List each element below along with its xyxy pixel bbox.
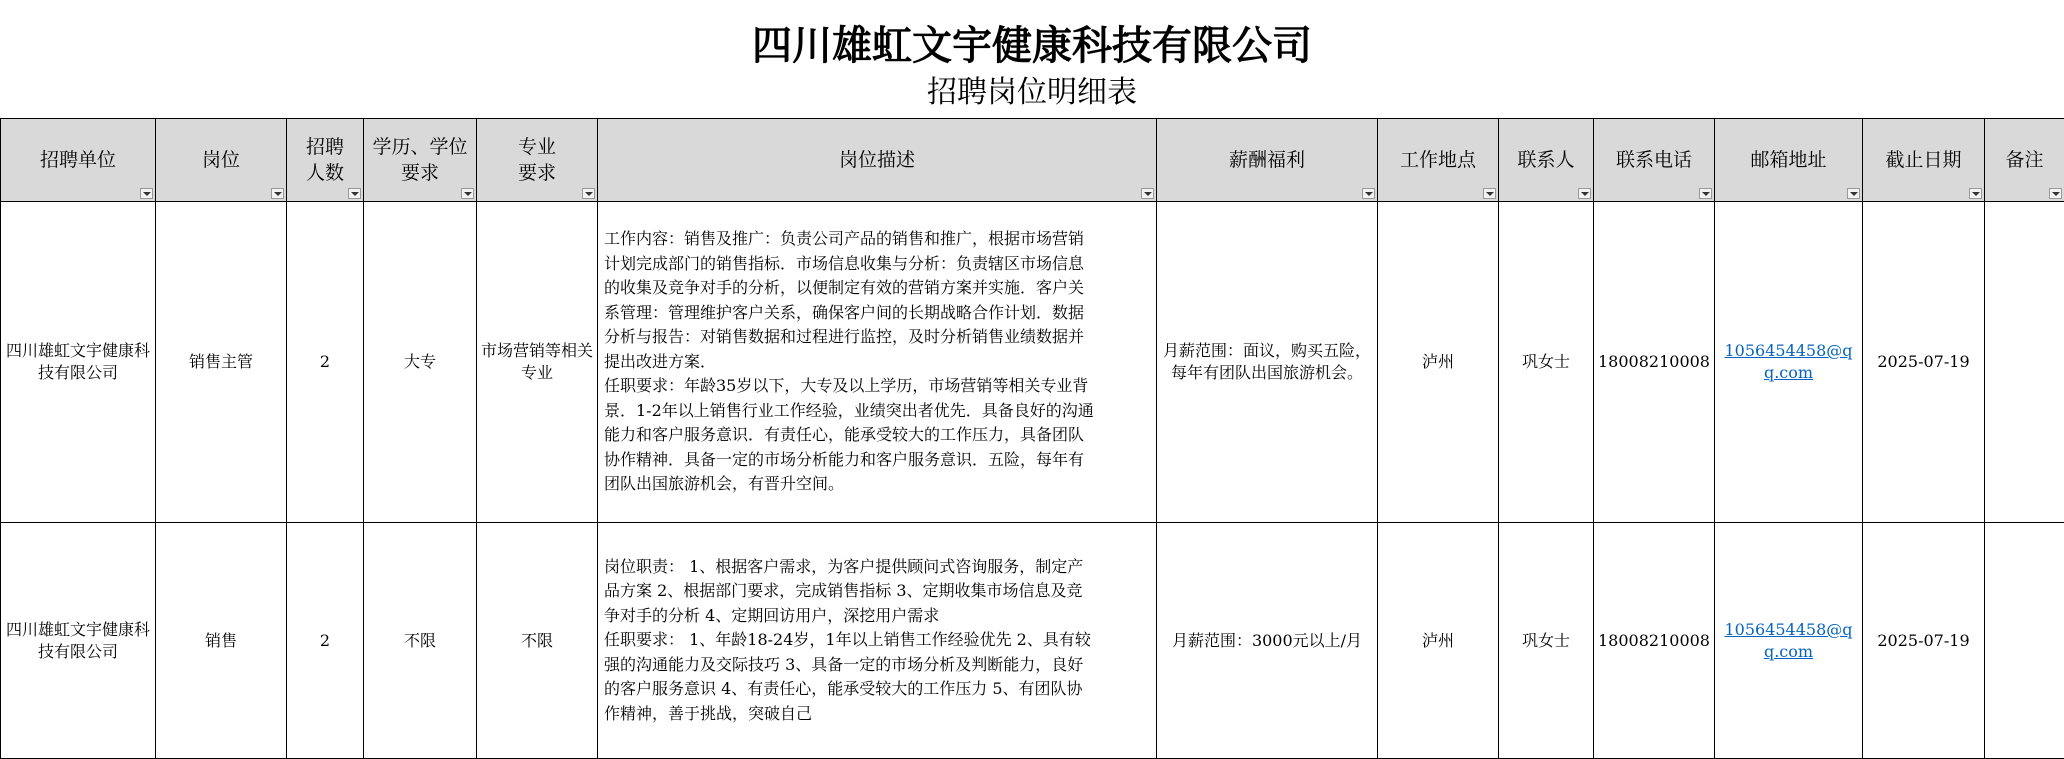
cell-education[interactable]: 大专 xyxy=(364,202,477,523)
sheet-title: 四川雄虹文宇健康科技有限公司 xyxy=(0,20,2064,72)
email-link[interactable]: 1056454458@qq.com xyxy=(1719,619,1859,663)
filter-dropdown-icon[interactable] xyxy=(1847,188,1860,199)
filter-dropdown-icon[interactable] xyxy=(461,188,474,199)
filter-dropdown-icon[interactable] xyxy=(1362,188,1375,199)
cell-position[interactable]: 销售 xyxy=(156,523,287,759)
filter-dropdown-icon[interactable] xyxy=(1969,188,1982,199)
cell-unit[interactable]: 四川雄虹文宇健康科技有限公司 xyxy=(1,523,156,759)
header-education[interactable] xyxy=(364,119,477,202)
cell-description[interactable]: 岗位职责： 1、根据客户需求，为客户提供顾问式咨询服务，制定产 品方案 2、根据部门要求，完成销售指标 3、定期收集市场信息及竞 争对手的分析 4、定期回访用户，深挖用户需求 任职要求： 1、年龄18-24岁，1年以上销售工作经验优先 2、具有较 强的沟通能力及交际技巧 3、具备一定的市场分析及判断能力，良好 的客户服务意识 4、有责任心，能承受较大的工作压力 5、有团队协 作精神，善于挑战，突破自己 xyxy=(598,523,1157,759)
filter-dropdown-icon[interactable] xyxy=(348,188,361,199)
header-label: 专业 要求 xyxy=(514,134,560,186)
cell-location[interactable]: 泸州 xyxy=(1378,523,1499,759)
header-label: 招聘单位 xyxy=(36,147,120,173)
cell-description[interactable]: 工作内容：销售及推广：负责公司产品的销售和推广，根据市场营销 计划完成部门的销售指标．市场信息收集与分析：负责辖区市场信息 的收集及竞争对手的分析，以便制定有效的营销方案并实施．客户关 系管理：管理维护客户关系，确保客户间的长期战略合作计划．数据 分析与报告：对销售数据和过程进行监控，及时分析销售业绩数据并 提出改进方案． 任职要求：年龄35岁以下，大专及以上学历，市场营销等相关专业背 景．1-2年以上销售行业工作经验，业绩突出者优先．具备良好的沟通 能力和客户服务意识．有责任心，能承受较大的工作压力，具备团队 协作精神．具备一定的市场分析能力和客户服务意识．五险，每年有 团队出国旅游机会，有晋升空间。 xyxy=(598,202,1157,523)
header-unit[interactable] xyxy=(1,119,156,202)
header-label: 备注 xyxy=(2001,147,2047,173)
cell-major[interactable]: 市场营销等相关专业 xyxy=(477,202,598,523)
filter-dropdown-icon[interactable] xyxy=(1699,188,1712,199)
header-note[interactable] xyxy=(1985,119,2064,202)
header-label: 工作地点 xyxy=(1396,147,1480,173)
cell-contact[interactable]: 巩女士 xyxy=(1499,202,1594,523)
filter-dropdown-icon[interactable] xyxy=(582,188,595,199)
header-deadline[interactable] xyxy=(1863,119,1985,202)
header-contact[interactable] xyxy=(1499,119,1594,202)
header-label: 岗位描述 xyxy=(835,147,919,173)
filter-dropdown-icon[interactable] xyxy=(1141,188,1154,199)
table-row xyxy=(1,523,2064,759)
cell-note[interactable] xyxy=(1985,202,2064,523)
filter-dropdown-icon[interactable] xyxy=(1578,188,1591,199)
header-label: 学历、学位 要求 xyxy=(368,134,471,186)
header-label: 联系人 xyxy=(1513,147,1578,173)
filter-dropdown-icon[interactable] xyxy=(140,188,153,199)
header-label: 招聘 人数 xyxy=(302,134,348,186)
header-label: 截止日期 xyxy=(1881,147,1965,173)
cell-email[interactable] xyxy=(1715,202,1863,523)
cell-major[interactable]: 不限 xyxy=(477,523,598,759)
header-count[interactable] xyxy=(287,119,364,202)
recruitment-table xyxy=(0,118,2064,759)
header-location[interactable] xyxy=(1378,119,1499,202)
header-salary[interactable] xyxy=(1157,119,1378,202)
header-major[interactable] xyxy=(477,119,598,202)
cell-count[interactable]: 2 xyxy=(287,202,364,523)
table-row xyxy=(1,202,2064,523)
header-label: 岗位 xyxy=(198,147,244,173)
cell-deadline[interactable]: 2025-07-19 xyxy=(1863,202,1985,523)
header-description[interactable] xyxy=(598,119,1157,202)
cell-deadline[interactable]: 2025-07-19 xyxy=(1863,523,1985,759)
header-label: 邮箱地址 xyxy=(1746,147,1830,173)
sheet-subtitle: 招聘岗位明细表 xyxy=(0,72,2064,114)
cell-education[interactable]: 不限 xyxy=(364,523,477,759)
filter-dropdown-icon[interactable] xyxy=(1483,188,1496,199)
cell-count[interactable]: 2 xyxy=(287,523,364,759)
cell-note[interactable] xyxy=(1985,523,2064,759)
cell-phone[interactable]: 18008210008 xyxy=(1594,523,1715,759)
cell-unit[interactable]: 四川雄虹文宇健康科技有限公司 xyxy=(1,202,156,523)
filter-dropdown-icon[interactable] xyxy=(2049,188,2062,199)
cell-location[interactable]: 泸州 xyxy=(1378,202,1499,523)
cell-salary[interactable]: 月薪范围：面议，购买五险，每年有团队出国旅游机会。 xyxy=(1157,202,1378,523)
cell-position[interactable]: 销售主管 xyxy=(156,202,287,523)
header-phone[interactable] xyxy=(1594,119,1715,202)
cell-contact[interactable]: 巩女士 xyxy=(1499,523,1594,759)
header-label: 联系电话 xyxy=(1612,147,1696,173)
header-email[interactable] xyxy=(1715,119,1863,202)
email-link[interactable]: 1056454458@qq.com xyxy=(1719,340,1859,384)
header-label: 薪酬福利 xyxy=(1225,147,1309,173)
cell-salary[interactable]: 月薪范围：3000元以上/月 xyxy=(1157,523,1378,759)
filter-dropdown-icon[interactable] xyxy=(271,188,284,199)
cell-email[interactable] xyxy=(1715,523,1863,759)
header-position[interactable] xyxy=(156,119,287,202)
header-row xyxy=(1,119,2064,202)
cell-phone[interactable]: 18008210008 xyxy=(1594,202,1715,523)
